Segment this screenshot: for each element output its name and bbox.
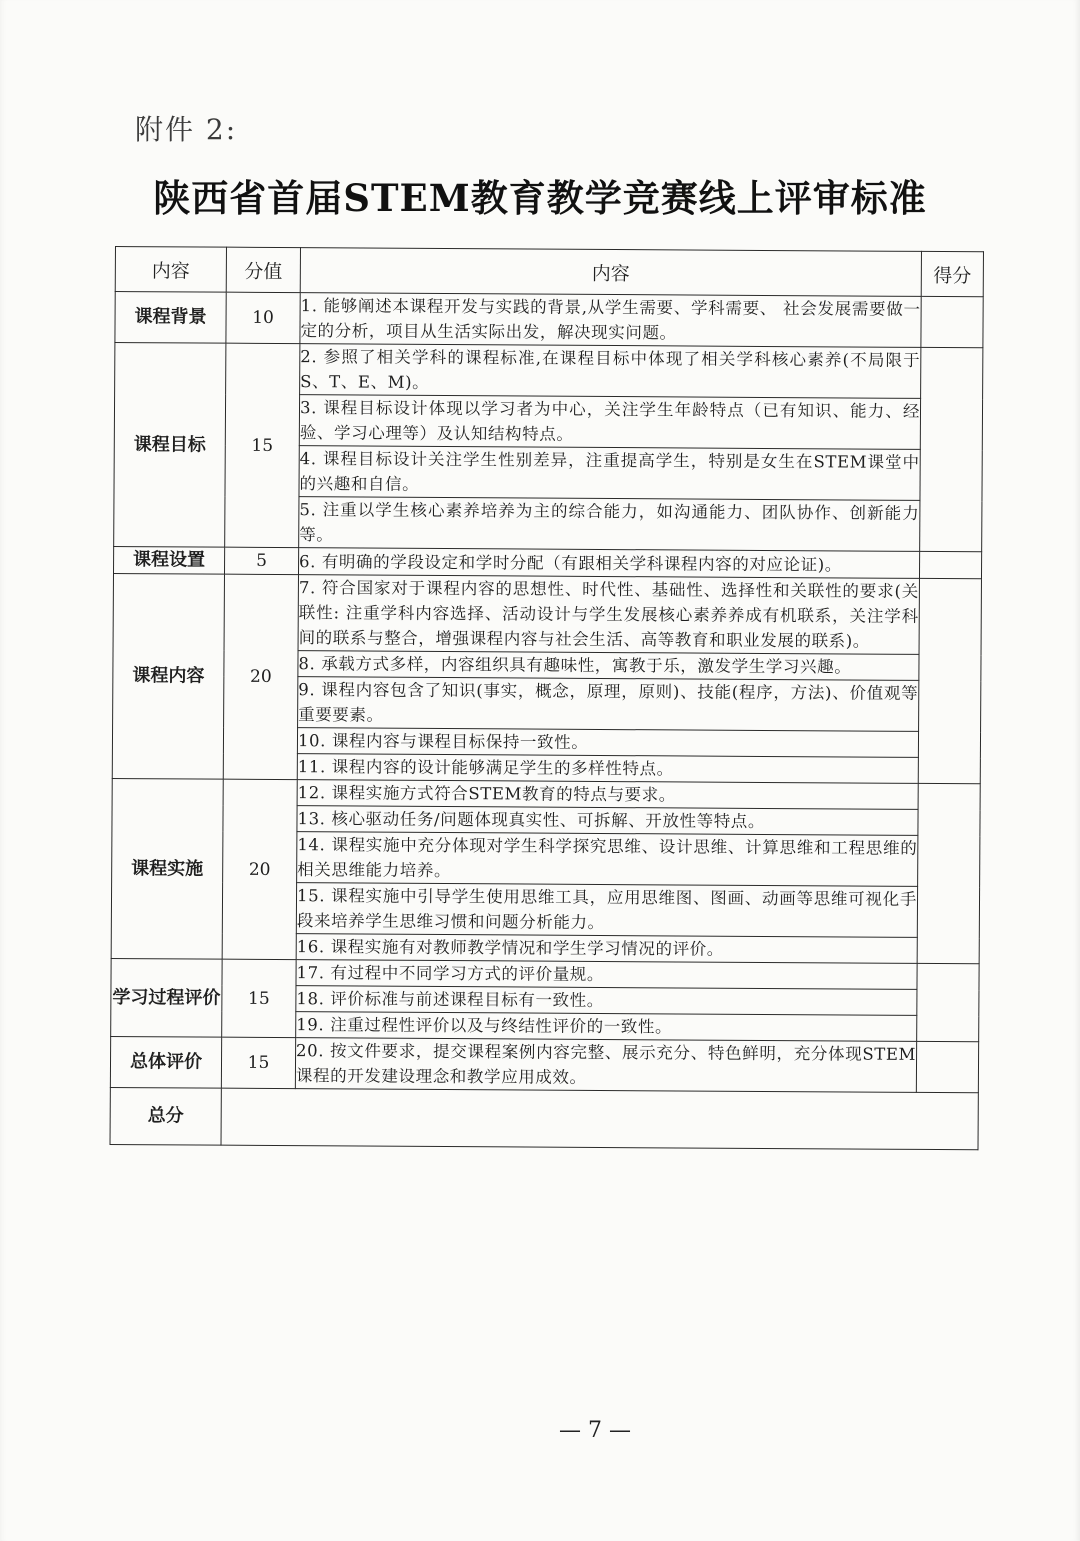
- score-cell: [917, 783, 980, 963]
- criterion-text: 19. 注重过程性评价以及与终结性评价的一致性。: [296, 1012, 917, 1042]
- category-cell: 学习过程评价: [111, 958, 222, 1037]
- table-row: [115, 292, 983, 348]
- table-header-row: [115, 247, 983, 297]
- total-row: [110, 1087, 978, 1149]
- total-value: [221, 1088, 978, 1150]
- criterion-text: 9. 课程内容包含了知识(事实，概念，原理，原则)、技能(程序，方法)、价值观等重要要素。: [298, 677, 919, 732]
- criterion-text: 4. 课程目标设计关注学生性别差异，注重提高学生，特别是女生在STEM课堂中的兴趣和自信。: [299, 446, 920, 501]
- criterion-text: 3. 课程目标设计体现以学习者为中心，关注学生年龄特点（已有知识、能力、经验、学习心理等）及认知结构特点。: [299, 395, 920, 450]
- table-row: [113, 573, 981, 654]
- score-cell: [921, 296, 983, 347]
- category-cell: 课程背景: [115, 292, 226, 344]
- criterion-text: 14. 课程实施中充分体现对学生科学探究思维、设计思维、计算思维和工程思维的相关思维能力培养。: [297, 832, 918, 887]
- criterion-text: 7. 符合国家对于课程内容的思想性、时代性、基础性、选择性和关联性的要求(关联性: 注重学科内容选择、活动设计与学生发展核心素养养成有机联系，关注学科间的联系与整合，增强课程内容与社会生活、高等教育和职业发展的联系)。: [298, 575, 919, 655]
- criteria-body: [110, 292, 983, 1093]
- score-cell: [919, 551, 981, 578]
- total-label: 总分: [110, 1087, 221, 1145]
- page-number: — 7 —: [559, 1418, 631, 1443]
- points-cell: 20: [222, 779, 297, 959]
- criterion-text: 8. 承载方式多样，内容组织具有趣味性，寓教于乐，激发学生学习兴趣。: [298, 651, 919, 681]
- header-content: 内容: [300, 248, 921, 297]
- score-cell: [918, 578, 981, 783]
- points-cell: 15: [222, 959, 296, 1037]
- criterion-text: 11. 课程内容的设计能够满足学生的多样性特点。: [297, 754, 918, 784]
- score-cell: [916, 1041, 978, 1092]
- document-title: 陕西省首届STEM教育教学竞赛线上评审标准: [153, 176, 927, 220]
- points-cell: 15: [221, 1037, 295, 1088]
- points-cell: 20: [223, 574, 298, 779]
- category-cell: 总体评价: [110, 1036, 221, 1088]
- category-cell: 课程设置: [113, 546, 224, 574]
- category-cell: 课程实施: [111, 778, 223, 959]
- criterion-text: 6. 有明确的学段设定和学时分配（有跟相关学科课程内容的对应论证)。: [298, 548, 919, 579]
- criterion-text: 17. 有过程中不同学习方式的评价量规。: [296, 960, 917, 990]
- header-points: 分值: [226, 247, 300, 292]
- criterion-text: 10. 课程内容与课程目标保持一致性。: [297, 728, 918, 758]
- criterion-text: 20. 按文件要求，提交课程案例内容完整、展示充分、特色鲜明，充分体现STEM课程的开发建设理念和教学应用成效。: [295, 1038, 916, 1093]
- header-category: 内容: [115, 247, 226, 293]
- score-cell: [920, 347, 983, 551]
- score-cell: [917, 963, 979, 1041]
- table-row: [111, 958, 979, 989]
- category-cell: 课程目标: [114, 343, 226, 548]
- criterion-text: 5. 注重以学生核心素养培养为主的综合能力，如沟通能力、团队协作、创新能力等。: [299, 497, 920, 552]
- criterion-text: 1. 能够阐述本课程开发与实践的背景,从学生需要、学科需要、 社会发展需要做一定的分析，项目从生活实际出发，解决现实问题。: [300, 293, 921, 348]
- points-cell: 5: [224, 547, 298, 574]
- points-cell: 10: [226, 292, 300, 343]
- points-cell: 15: [225, 343, 300, 547]
- table-row: [115, 343, 983, 399]
- table-row: [110, 1036, 978, 1092]
- criterion-text: 18. 评价标准与前述课程目标有一致性。: [296, 986, 917, 1016]
- criterion-text: 13. 核心驱动任务/问题体现真实性、可拆解、开放性等特点。: [297, 806, 918, 836]
- criterion-text: 12. 课程实施方式符合STEM教育的特点与要求。: [297, 780, 918, 810]
- category-cell: 课程内容: [112, 573, 224, 779]
- criterion-text: 16. 课程实施有对教师教学情况和学生学习情况的评价。: [296, 934, 917, 964]
- criterion-text: 15. 课程实施中引导学生使用思维工具，应用思维图、图画、动画等思维可视化手段来培养学生思维习惯和问题分析能力。: [296, 883, 917, 938]
- criteria-table: [110, 246, 984, 1150]
- table-row: [112, 778, 980, 809]
- header-score: 得分: [921, 251, 983, 296]
- attachment-label: 附件 2:: [135, 113, 238, 146]
- criterion-text: 2. 参照了相关学科的课程标准,在课程目标中体现了相关学科核心素养(不局限于S、T、E、M)。: [300, 344, 921, 399]
